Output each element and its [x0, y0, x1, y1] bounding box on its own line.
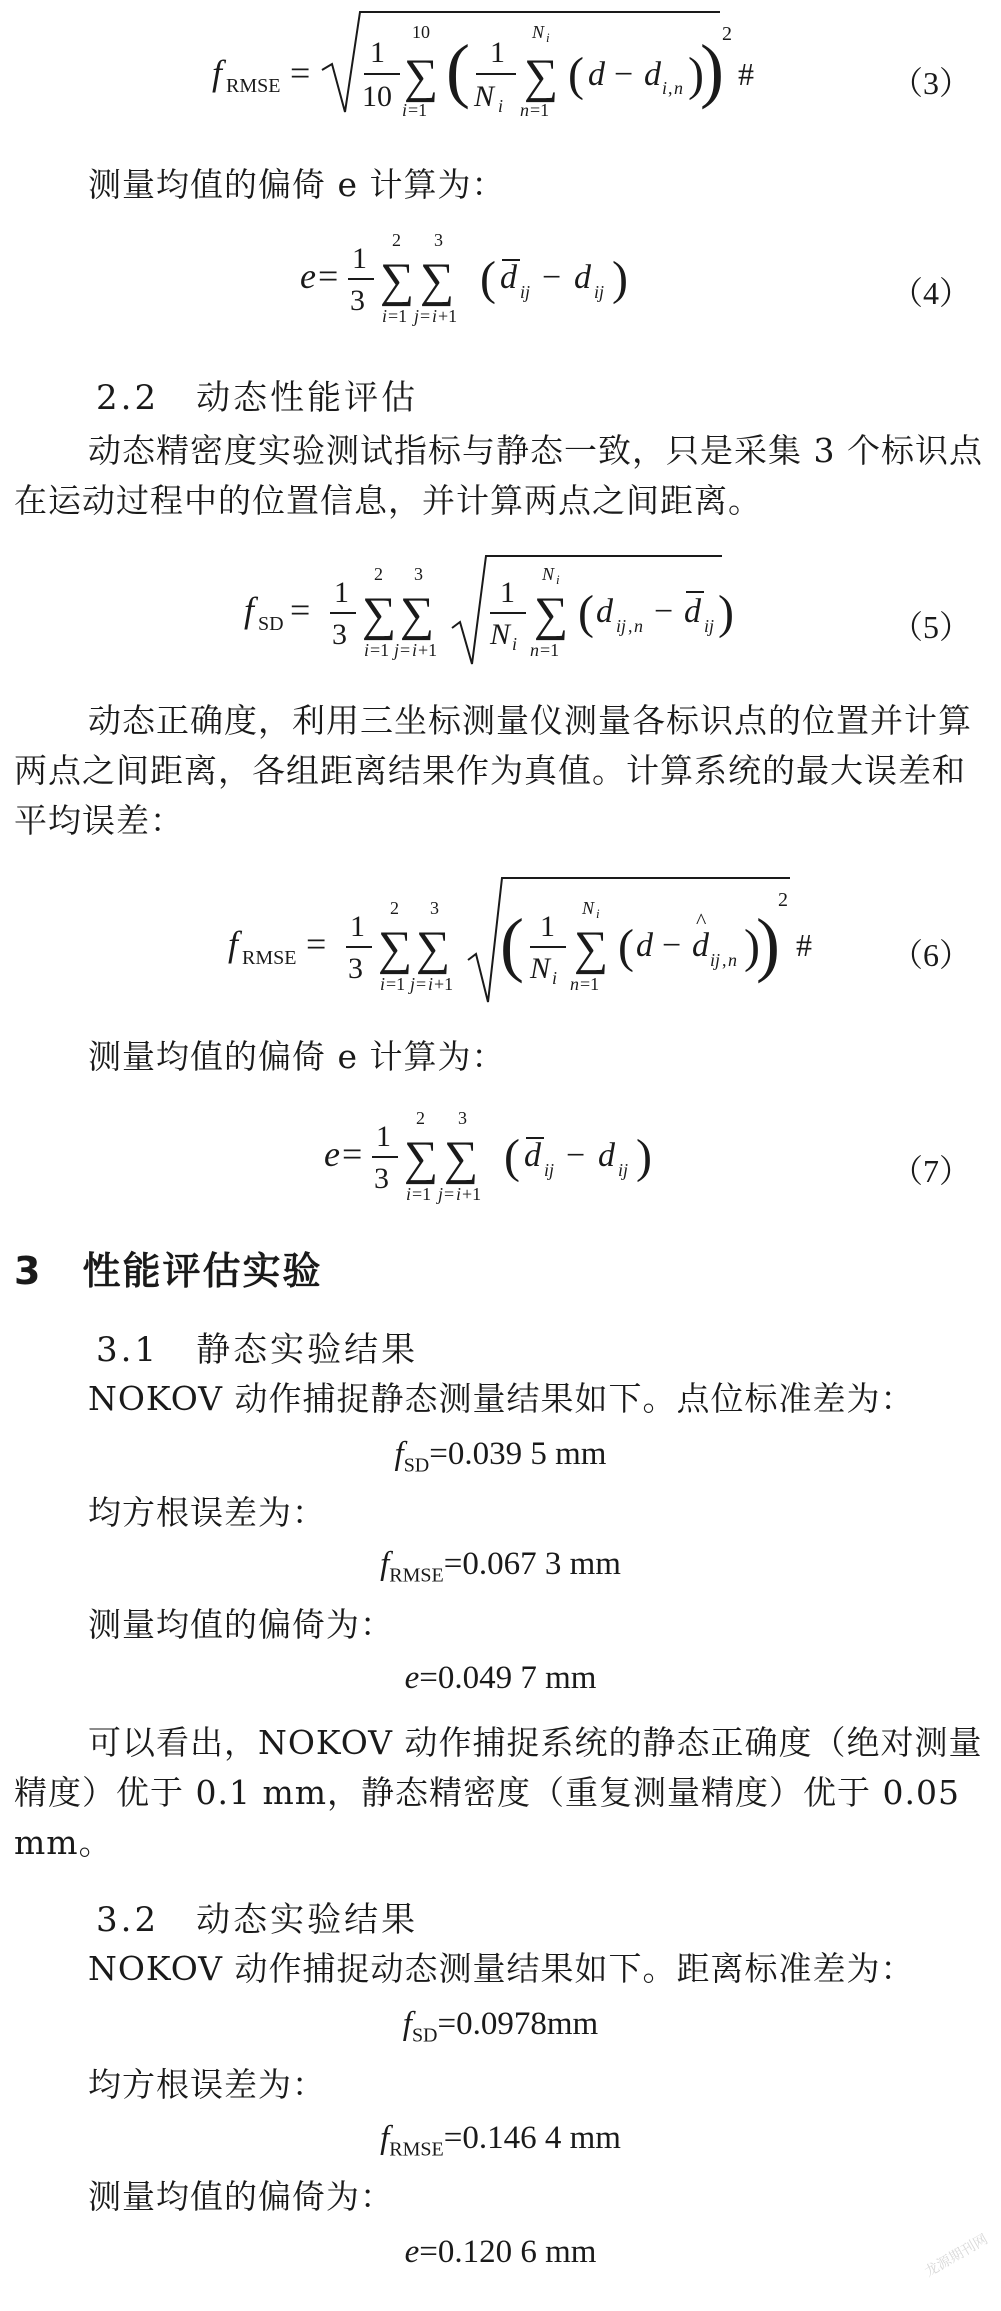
svg-text:=: = [318, 256, 339, 296]
svg-text:): ) [744, 920, 760, 973]
svg-text:i: i [380, 974, 386, 994]
svg-text:j: j [394, 640, 400, 660]
svg-text:,: , [722, 950, 727, 970]
svg-text:N: N [582, 898, 595, 918]
equation-4-formula [0, 222, 1001, 332]
svg-text:i: i [428, 974, 434, 994]
svg-text:f: f [212, 53, 223, 93]
svg-text:d: d [684, 593, 701, 630]
rmse-intro-2: 均方根误差为： [88, 2065, 326, 2104]
svg-text:d: d [692, 927, 709, 964]
svg-text:∑: ∑ [362, 588, 397, 641]
svg-text:3: 3 [350, 284, 365, 317]
svg-text:i: i [546, 30, 550, 45]
equation-7-number: （7） [890, 1153, 971, 1189]
svg-text:10: 10 [412, 22, 430, 42]
svg-text:3: 3 [374, 1162, 389, 1195]
svg-text:i: i [432, 306, 438, 326]
svg-text:n: n [520, 100, 529, 120]
section-3-1-heading: 3.1 静态实验结果 [96, 1330, 419, 1370]
svg-text:+1: +1 [438, 306, 458, 326]
svg-text:(: ( [568, 48, 584, 101]
svg-text:e: e [324, 1134, 340, 1174]
svg-text:=: = [290, 53, 311, 93]
svg-text:): ) [612, 252, 628, 305]
bias-intro-4: 测量均值的偏倚为： [88, 2177, 394, 2216]
rmse-intro-1: 均方根误差为： [88, 1493, 326, 1532]
svg-text:ij: ij [520, 282, 531, 302]
svg-text:(: ( [500, 904, 524, 984]
static-sd-value: =0.039 5 mm [429, 1436, 607, 1472]
svg-text:+1: +1 [434, 974, 454, 994]
svg-text:f: f [228, 924, 239, 964]
svg-text:i: i [412, 640, 418, 660]
svg-text:(: ( [578, 586, 594, 639]
svg-text:ij: ij [594, 282, 605, 302]
svg-text:1: 1 [376, 1120, 391, 1153]
svg-text:N: N [490, 618, 511, 651]
svg-text:(: ( [504, 1130, 520, 1183]
svg-text:j: j [414, 306, 420, 326]
svg-text:d: d [588, 56, 605, 93]
svg-text:∑: ∑ [534, 588, 569, 641]
equation-5-formula [0, 546, 1001, 676]
dynamic-bias-symbol: e [404, 2234, 420, 2270]
static-intro: NOKOV 动作捕捉静态测量结果如下。点位标准差为： [88, 1379, 915, 1418]
dynamic-rmse-value: =0.146 4 mm [443, 2120, 621, 2156]
svg-text:∑: ∑ [380, 254, 415, 307]
static-bias-symbol: e [404, 1660, 420, 1696]
svg-text:d: d [644, 56, 661, 93]
svg-text:=: = [416, 974, 427, 994]
svg-text:f: f [244, 590, 255, 630]
static-rmse-result [0, 1546, 1001, 1588]
svg-text:∑: ∑ [378, 922, 413, 975]
svg-text:i: i [596, 906, 600, 921]
static-sd-result [0, 1436, 1001, 1478]
static-sd-subscript: SD [403, 1454, 430, 1477]
svg-text:RMSE: RMSE [242, 947, 297, 969]
dynamic-rmse-symbol: f [380, 2120, 390, 2156]
svg-text:10: 10 [362, 80, 392, 113]
section-3-heading: 3 性能评估实验 [14, 1249, 323, 1293]
svg-text:=1: =1 [386, 974, 406, 994]
dynamic-sd-value: =0.0978mm [437, 2006, 599, 2042]
svg-text:N: N [532, 22, 545, 42]
section-2-2-heading: 2.2 动态性能评估 [96, 378, 419, 418]
svg-text:ij: ij [704, 616, 715, 636]
svg-text:2: 2 [722, 23, 732, 45]
equation-7-formula [0, 1100, 1001, 1210]
static-conclusion-paragraph: 可以看出，NOKOV 动作捕捉系统的静态正确度（绝对测量精度）优于 0.1 mm，静态精密度（重复测量精度）优于 0.05 mm。 [14, 1723, 983, 1862]
svg-text:2: 2 [374, 564, 383, 584]
svg-text:1: 1 [334, 576, 349, 609]
svg-text:e: e [300, 256, 316, 296]
svg-text:+1: +1 [462, 1184, 482, 1204]
equation-5 [0, 546, 1001, 676]
svg-text:j: j [438, 1184, 444, 1204]
svg-text:1: 1 [500, 576, 515, 609]
svg-text:d: d [574, 259, 591, 296]
svg-text:2: 2 [390, 898, 399, 918]
section-3-2-heading: 3.2 动态实验结果 [96, 1900, 419, 1940]
bias-intro-1: 测量均值的偏倚 e 计算为： [88, 165, 506, 204]
svg-text:(: ( [446, 30, 470, 110]
equation-6 [0, 862, 1001, 1012]
svg-text:1: 1 [352, 242, 367, 275]
static-sd-symbol: f [394, 1436, 404, 1472]
svg-text:=1: =1 [412, 1184, 432, 1204]
svg-text:i: i [556, 572, 560, 587]
svg-text:−: − [566, 1137, 586, 1174]
svg-text:∑: ∑ [404, 1132, 439, 1185]
dynamic-bias-result [0, 2234, 1001, 2271]
equation-4 [0, 222, 1001, 332]
svg-text:∑: ∑ [574, 922, 609, 975]
dynamic-sd-subscript: SD [411, 2024, 438, 2047]
svg-text:−: − [614, 56, 634, 93]
svg-text:2: 2 [416, 1108, 425, 1128]
svg-text:=: = [444, 1184, 455, 1204]
svg-text:i: i [498, 96, 504, 116]
equation-3-formula [0, 0, 1001, 120]
svg-text:∑: ∑ [416, 922, 451, 975]
svg-text:i: i [552, 968, 558, 988]
dynamic-sd-symbol: f [402, 2006, 412, 2042]
svg-text:#: # [796, 927, 812, 963]
equation-6-number: （6） [890, 937, 971, 973]
svg-text:i: i [406, 1184, 412, 1204]
svg-text:): ) [688, 48, 704, 101]
dynamic-sd-result [0, 2006, 1001, 2048]
svg-text:i: i [402, 100, 408, 120]
watermark: 龙源期刊网 [922, 2231, 991, 2281]
svg-text:SD: SD [258, 613, 284, 635]
static-bias-value: =0.049 7 mm [419, 1660, 597, 1696]
svg-text:n: n [570, 974, 579, 994]
static-bias-result [0, 1660, 1001, 1697]
static-rmse-symbol: f [380, 1546, 390, 1582]
svg-text:1: 1 [490, 36, 505, 69]
svg-text:): ) [756, 904, 780, 984]
bias-intro-2: 测量均值的偏倚 e 计算为： [88, 1037, 506, 1076]
svg-text:d: d [636, 927, 653, 964]
svg-text:=1: =1 [370, 640, 390, 660]
svg-text:n: n [634, 616, 643, 636]
svg-text:=1: =1 [540, 640, 560, 660]
svg-text:3: 3 [348, 952, 363, 985]
equation-4-number: （4） [890, 275, 971, 311]
svg-text:1: 1 [370, 36, 385, 69]
svg-text:−: − [654, 593, 674, 630]
svg-text:d: d [524, 1137, 541, 1174]
equation-7 [0, 1100, 1001, 1210]
bias-intro-3: 测量均值的偏倚为： [88, 1605, 394, 1644]
svg-text:∑: ∑ [524, 50, 559, 103]
svg-text:(: ( [480, 252, 496, 305]
svg-text:2: 2 [778, 889, 788, 911]
svg-text:i: i [382, 306, 388, 326]
svg-text:−: − [662, 927, 682, 964]
svg-text:d: d [500, 259, 517, 296]
equation-3-number: （3） [890, 65, 971, 101]
svg-text:d: d [596, 593, 613, 630]
svg-text:∑: ∑ [404, 50, 439, 103]
svg-text:2: 2 [392, 230, 401, 250]
svg-text:,: , [668, 78, 673, 98]
static-rmse-value: =0.067 3 mm [443, 1546, 621, 1582]
svg-text:): ) [700, 30, 724, 110]
svg-text:ij: ij [616, 616, 627, 636]
svg-text:(: ( [618, 920, 634, 973]
svg-text:N: N [542, 564, 555, 584]
svg-text:n: n [674, 78, 683, 98]
svg-text:∑: ∑ [420, 254, 455, 307]
svg-text:=: = [342, 1134, 363, 1174]
static-rmse-subscript: RMSE [389, 1564, 444, 1587]
svg-text:=: = [290, 590, 311, 630]
svg-text:j: j [410, 974, 416, 994]
dynamic-rmse-subscript: RMSE [389, 2138, 444, 2161]
svg-text:3: 3 [434, 230, 443, 250]
svg-text:−: − [542, 259, 562, 296]
svg-text:d: d [598, 1137, 615, 1174]
svg-text:^: ^ [696, 908, 707, 933]
svg-text:ij: ij [544, 1160, 555, 1180]
svg-text:ij: ij [618, 1160, 629, 1180]
dynamic-precision-paragraph: 动态精密度实验测试指标与静态一致，只是采集 3 个标识点在运动过程中的位置信息，并计算两点之间距离。 [14, 431, 983, 520]
svg-text:i: i [456, 1184, 462, 1204]
svg-text:=: = [306, 924, 327, 964]
svg-text:i: i [512, 634, 518, 654]
svg-text:N: N [530, 952, 551, 985]
svg-text:3: 3 [458, 1108, 467, 1128]
svg-text:3: 3 [332, 618, 347, 651]
dynamic-bias-value: =0.120 6 mm [419, 2234, 597, 2270]
equation-6-formula [0, 862, 1001, 1012]
svg-text:): ) [718, 586, 734, 639]
dynamic-rmse-result [0, 2120, 1001, 2162]
svg-text:3: 3 [414, 564, 423, 584]
svg-text:n: n [728, 950, 737, 970]
svg-text:1: 1 [350, 910, 365, 943]
svg-text:=1: =1 [530, 100, 550, 120]
svg-text:RMSE: RMSE [226, 75, 281, 97]
svg-text:1: 1 [540, 910, 555, 943]
svg-text:=: = [400, 640, 411, 660]
svg-text:n: n [530, 640, 539, 660]
svg-text:∑: ∑ [400, 588, 435, 641]
equation-3 [0, 0, 1001, 120]
svg-text:=1: =1 [580, 974, 600, 994]
svg-text:+1: +1 [418, 640, 438, 660]
svg-text:): ) [636, 1130, 652, 1183]
svg-text:∑: ∑ [444, 1132, 479, 1185]
svg-text:i: i [662, 78, 668, 98]
svg-text:i: i [364, 640, 370, 660]
svg-text:3: 3 [430, 898, 439, 918]
svg-text:ij: ij [710, 950, 721, 970]
equation-5-number: （5） [890, 609, 971, 645]
dynamic-intro: NOKOV 动作捕捉动态测量结果如下。距离标准差为： [88, 1949, 915, 1988]
svg-text:=: = [420, 306, 431, 326]
svg-text:=1: =1 [408, 100, 428, 120]
svg-text:#: # [738, 56, 754, 92]
dynamic-correctness-paragraph: 动态正确度，利用三坐标测量仪测量各标识点的位置并计算两点之间距离，各组距离结果作为真值。计算系统的最大误差和平均误差： [14, 701, 972, 840]
svg-text:=1: =1 [388, 306, 408, 326]
svg-text:,: , [628, 616, 633, 636]
svg-text:N: N [474, 80, 495, 113]
